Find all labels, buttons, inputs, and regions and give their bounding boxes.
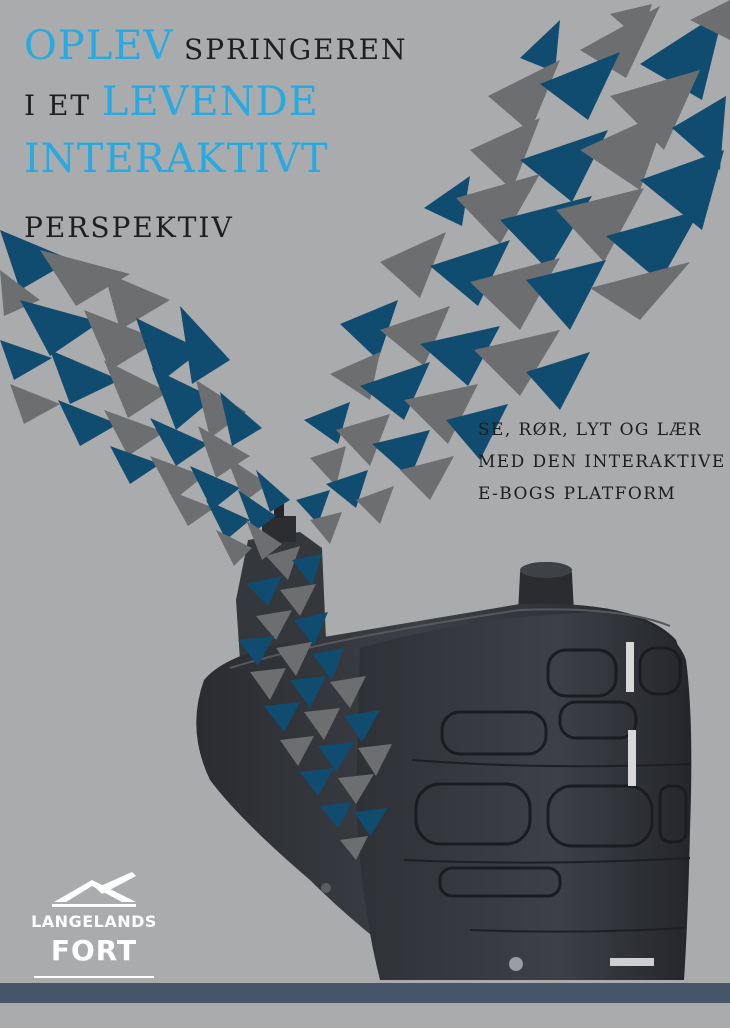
headline-line-4	[24, 188, 408, 248]
headline-accent-interaktivt: INTERAKTIVT	[24, 136, 329, 182]
fort-emblem-icon	[52, 872, 136, 908]
headline-line-1	[24, 18, 408, 74]
headline-word-springeren: SPRINGEREN	[184, 33, 408, 66]
tagline-line-2: MED DEN INTERAKTIVE	[478, 452, 726, 472]
tagline-line-1: SE, RØR, LYT OG LÆR	[478, 420, 703, 440]
footer-bar	[0, 983, 730, 1003]
headline-line-2	[24, 74, 408, 130]
headline	[24, 18, 408, 248]
logo-underline	[34, 976, 154, 978]
tagline-line-3: E-BOGS PLATFORM	[478, 484, 677, 504]
logo-name-line-1: LANGELANDS	[31, 912, 157, 931]
headline-line-3	[24, 130, 408, 188]
logo-name-line-2: FORT	[50, 934, 138, 967]
headline-word-perspektiv: PERSPEKTIV	[24, 211, 234, 244]
langelands-fort-logo	[30, 872, 158, 984]
tagline	[478, 414, 726, 510]
headline-accent-oplev: OPLEV	[24, 23, 174, 69]
headline-word-i-et: I ET	[24, 89, 92, 122]
headline-accent-levende: LEVENDE	[101, 79, 319, 125]
submarine-image	[196, 500, 691, 980]
